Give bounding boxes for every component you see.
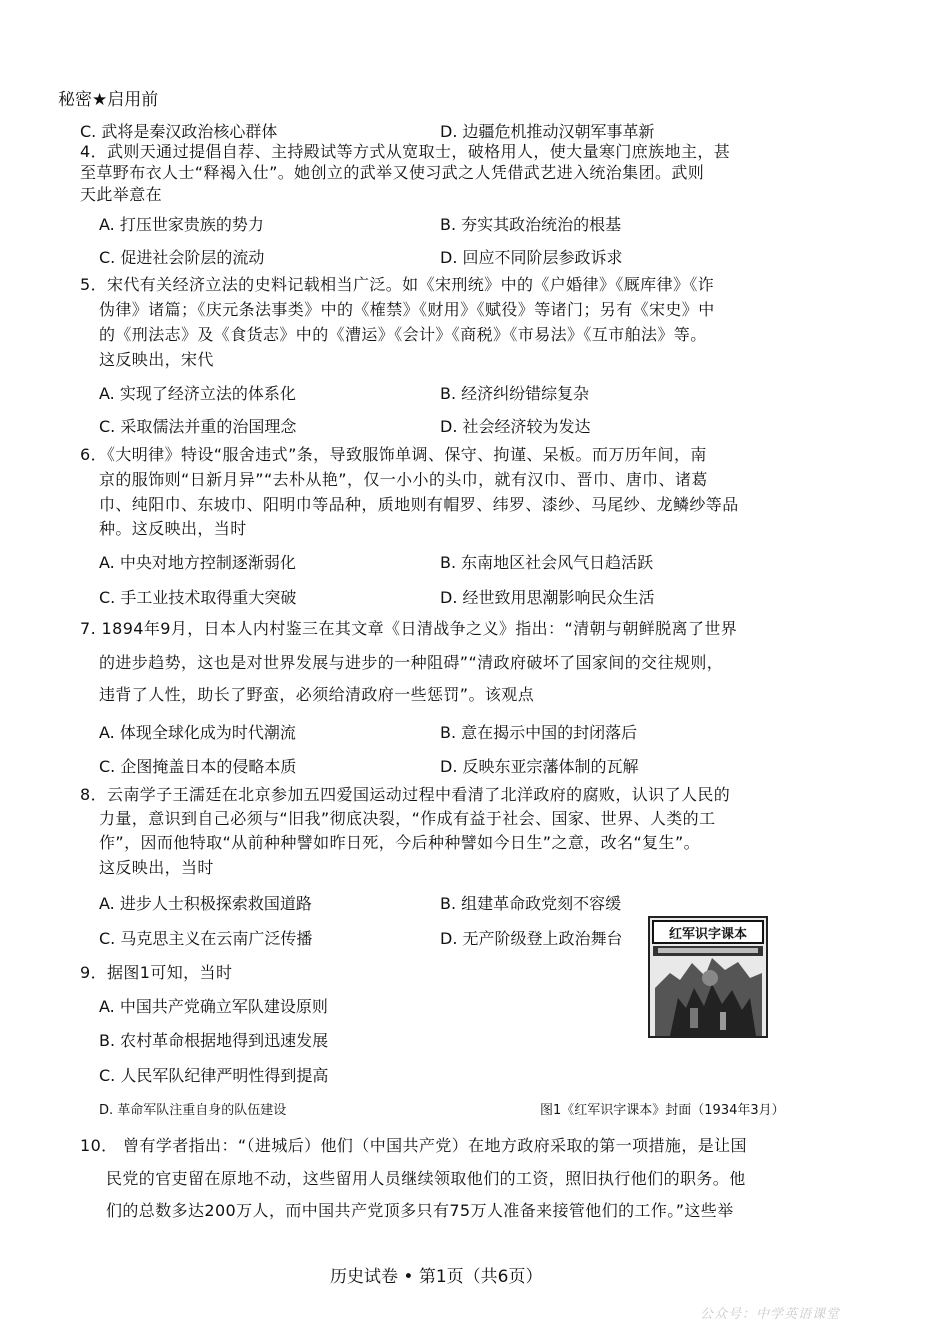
option-d: D. 革命军队注重自身的队伍建设 (99, 1103, 287, 1118)
question-text-line: 5．宋代有关经济立法的史料记载相当广泛。如《宋刑统》中的《户婚律》《厩库律》《诈 (80, 275, 715, 294)
option-c: C. 企图掩盖日本的侵略本质 (99, 757, 297, 776)
question-text-line: 力量，意识到自己必须与“旧我”彻底决裂，“作成有益于社会、国家、世界、人类的工 (99, 809, 716, 828)
option-c: C. 手工业技术取得重大突破 (99, 588, 297, 607)
question-text-line: 8．云南学子王濡廷在北京参加五四爱国运动过程中看清了北洋政府的腐败，认识了人民的 (80, 785, 731, 804)
question-text-line: 这反映出，当时 (99, 858, 214, 877)
option-b: B. 农村革命根据地得到迅速发展 (99, 1031, 329, 1050)
question-text-line: 9．据图1可知，当时 (80, 963, 233, 982)
question-text-line: 种。这反映出，当时 (99, 519, 247, 538)
page-footer: 历史试卷 • 第1页（共6页） (330, 1267, 543, 1287)
question-text-line: 6．《大明律》特设“服舍违式”条，导致服饰单调、保守、拘谨、呆板。而万历年间，南 (80, 445, 707, 464)
figure-caption: 图1《红军识字课本》封面（1934年3月） (540, 1103, 785, 1118)
question-text-line: 的《刑法志》及《食货志》中的《漕运》《会计》《商税》《市易法》《互市舶法》等。 (99, 325, 707, 344)
question-text-line: 京的服饰则“日新月异”“去朴从艳”，仅一小小的头巾，就有汉巾、晋巾、唐巾、诸葛 (99, 470, 708, 489)
option-c: C. 人民军队纪律严明性得到提高 (99, 1066, 329, 1085)
option-b: B. 夯实其政治统治的根基 (440, 215, 622, 234)
question-text-line: 10． 曾有学者指出：“（进城后）他们（中国共产党）在地方政府采取的第一项措施，是让国 (80, 1136, 747, 1155)
question-text-line: 巾、纯阳巾、东坡巾、阳明巾等品种，质地则有帽罗、纬罗、漆纱、马尾纱、龙鳞纱等品 (99, 495, 739, 514)
option-b: B. 经济纠纷错综复杂 (440, 384, 590, 403)
option-c: C. 促进社会阶层的流动 (99, 248, 265, 267)
option-d: D. 反映东亚宗藩体制的瓦解 (440, 757, 639, 776)
option-c: C. 采取儒法并重的治国理念 (99, 417, 297, 436)
option-a: A. 进步人士积极探索救国道路 (99, 894, 312, 913)
question-text-line: 伪律》诸篇；《庆元条法事类》中的《榷禁》《财用》《赋役》等诸门；另有《宋史》中 (99, 300, 715, 319)
question-text-line: 4．武则天通过提倡自荐、主持殿试等方式从宽取士，破格用人，使大量寒门庶族地主，甚 (80, 142, 731, 161)
question-text-line: 至草野布衣人士“释褐入仕”。她创立的武举又使习武之人凭借武艺进入统治集团。武则 (80, 163, 705, 182)
question-text-line: 们的总数多达200万人，而中国共产党顶多只有75万人准备来接管他们的工作。”这些举 (106, 1201, 734, 1220)
book-cover-image (650, 918, 766, 1036)
q3-option-c: C. 武将是秦汉政治核心群体 (80, 122, 278, 141)
option-b: B. 东南地区社会风气日趋活跃 (440, 553, 654, 572)
option-c: C. 马克思主义在云南广泛传播 (99, 929, 313, 948)
option-b: B. 组建革命政党刻不容缓 (440, 894, 622, 913)
q3-option-d: D. 边疆危机推动汉朝军事革新 (440, 122, 655, 141)
question-text-line: 民党的官吏留在原地不动，这些留用人员继续领取他们的工资，照旧执行他们的职务。他 (106, 1169, 746, 1188)
question-text-line: 7. 1894年9月，日本人内村鉴三在其文章《日清战争之义》指出：“清朝与朝鲜脱离了世界 (80, 619, 738, 638)
figure-title-text: 红军识字课本 (668, 927, 748, 942)
option-d: D. 经世致用思潮影响民众生活 (440, 588, 655, 607)
question-text-line: 这反映出，宋代 (99, 350, 214, 369)
book-cover-figure (648, 916, 768, 1038)
option-d: D. 无产阶级登上政治舞台 (440, 929, 623, 948)
option-a: A. 中国共产党确立军队建设原则 (99, 997, 328, 1016)
option-a: A. 体现全球化成为时代潮流 (99, 723, 296, 742)
question-text-line: 作”，因而他特取“从前种种譬如昨日死，今后种种譬如今日生”之意，改名“复生”。 (99, 833, 701, 852)
option-b: B. 意在揭示中国的封闭落后 (440, 723, 638, 742)
question-text-line: 天此举意在 (80, 185, 163, 204)
question-text-line: 的进步趋势，这也是对世界发展与进步的一种阻碍”“清政府破坏了国家间的交往规则， (99, 653, 724, 672)
watermark: 公众号：中学英语课堂 (700, 1307, 841, 1322)
question-text-line: 违背了人性，助长了野蛮，必须给清政府一些惩罚”。该观点 (99, 685, 535, 704)
page-header: 秘密★启用前 (58, 90, 159, 110)
option-a: A. 打压世家贵族的势力 (99, 215, 264, 234)
option-a: A. 中央对地方控制逐渐弱化 (99, 553, 296, 572)
option-a: A. 实现了经济立法的体系化 (99, 384, 296, 403)
option-d: D. 回应不同阶层参政诉求 (440, 248, 623, 267)
option-d: D. 社会经济较为发达 (440, 417, 591, 436)
